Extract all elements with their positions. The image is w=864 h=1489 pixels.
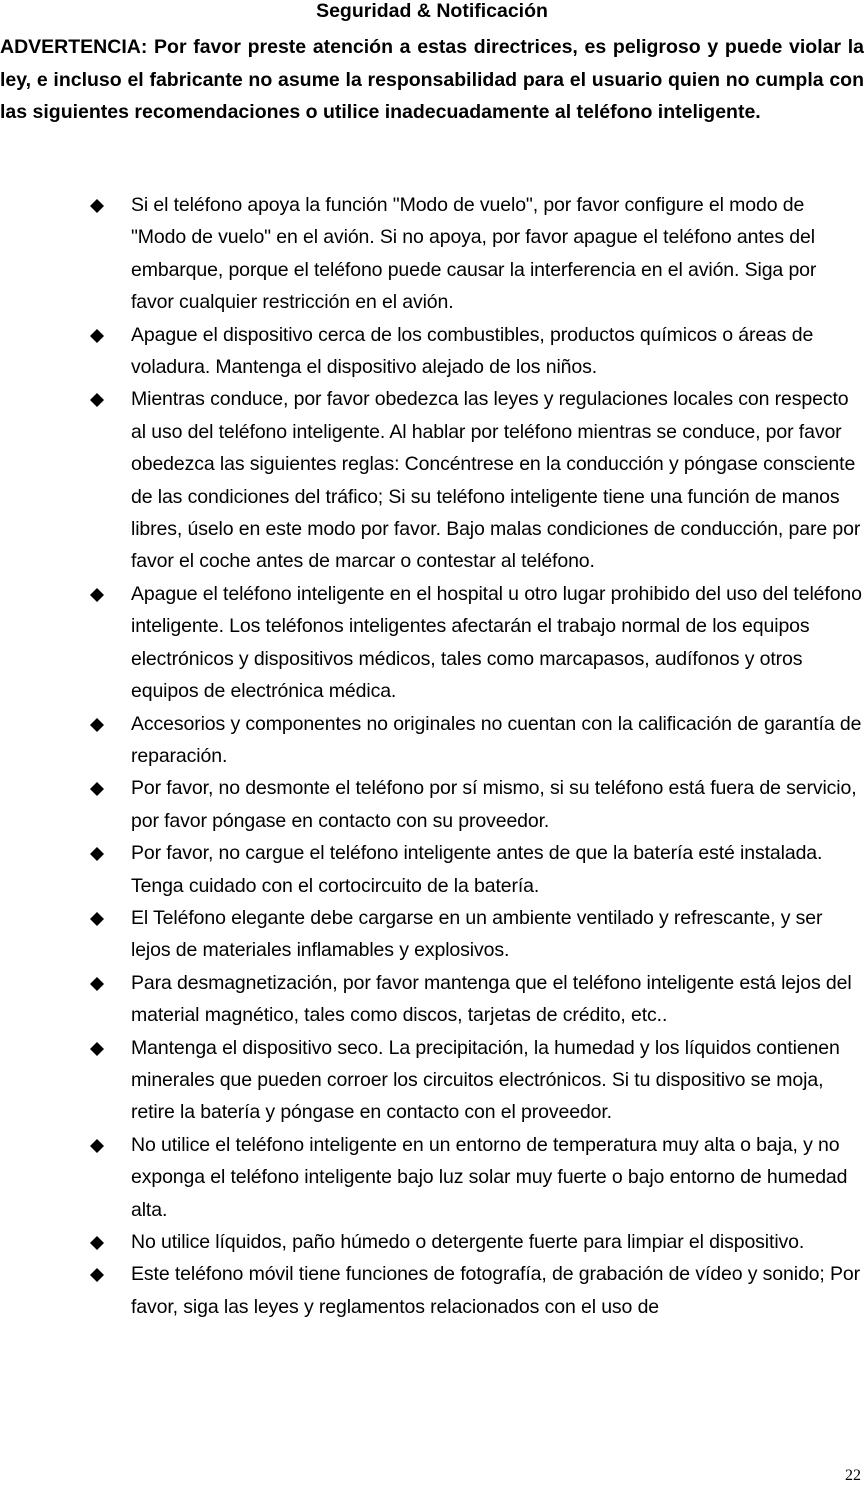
diamond-bullet-icon — [90, 393, 104, 407]
bullet-item — [0, 708, 864, 773]
bullet-item-text: Por favor, no desmonte el teléfono por sí mismo, si su teléfono está fuera de servicio, por favor póngase en contacto con su proveedor. — [131, 777, 857, 832]
diamond-bullet-icon — [90, 1139, 104, 1153]
bullet-item-text: El Teléfono elegante debe cargarse en un ambiente ventilado y refrescante, y ser lejos de materiales inflamables y explosivos. — [131, 906, 823, 962]
diamond-bullet-icon — [90, 1042, 104, 1056]
bullet-item-text: Apague el teléfono inteligente en el hospital u otro lugar prohibido del uso del teléfono inteligente. Los teléfonos inteligentes afectarán el trabajo normal de los equipos electrónicos y dispositivos médicos, tales como marcapasos, audífonos y otros equipos de electrónica médica. — [131, 582, 862, 703]
bullet-item — [0, 1226, 864, 1258]
bullet-item-text: Si el teléfono apoya la función "Modo de vuelo", por favor configure el modo de "Modo de vuelo" en el avión. Si no apoya, por favor apague el teléfono antes del embarque, porque el teléfono puede causar la interferencia en el avión. Siga por favor cualquier restricción en el avión. — [131, 194, 817, 314]
bullet-item — [0, 578, 864, 708]
diamond-bullet-icon — [90, 329, 104, 343]
bullet-item-text: Accesorios y componentes no originales no cuentan con la calificación de garantía de reparación. — [131, 712, 862, 767]
bullet-item — [0, 1258, 864, 1323]
bullet-item-text: Para desmagnetización, por favor mantenga que el teléfono inteligente está lejos del material magnético, tales como discos, tarjetas de crédito, etc.. — [131, 971, 852, 1027]
warning-paragraph: ADVERTENCIA: Por favor preste atención a estas directrices, es peligroso y puede violar la ley, e incluso el fabricante no asume la responsabilidad para el usuario quien no cumpla con las siguientes recomendaciones o utilice inadecuadamente al teléfono inteligente. — [0, 36, 864, 123]
bullet-item-text: Apague el dispositivo cerca de los combustibles, productos químicos o áreas de voladura. Mantenga el dispositivo alejado de los niños. — [131, 323, 814, 379]
diamond-bullet-icon — [90, 782, 104, 796]
bullet-item — [0, 837, 864, 902]
bullet-item-text: Este teléfono móvil tiene funciones de fotografía, de grabación de vídeo y sonido; Por favor, siga las leyes y reglamentos relacionados con el uso de — [131, 1263, 860, 1318]
bullet-item — [0, 902, 864, 967]
diamond-bullet-icon — [90, 1236, 104, 1250]
bullet-item — [0, 189, 864, 319]
diamond-bullet-icon — [90, 588, 104, 602]
safety-bullet-list — [0, 189, 864, 1323]
diamond-bullet-icon — [90, 912, 104, 926]
diamond-bullet-icon — [90, 718, 104, 732]
page-title: Seguridad & Notificación — [316, 0, 548, 22]
bullet-item — [0, 383, 864, 577]
bullet-item — [0, 319, 864, 384]
diamond-bullet-icon — [90, 847, 104, 861]
bullet-item-text: Mantenga el dispositivo seco. La precipitación, la humedad y los líquidos contienen minerales que pueden corroer los circuitos electrónicos. Si tu dispositivo se moja, retire la batería y póngase en contacto con el proveedor. — [131, 1036, 840, 1124]
bullet-item-text: Por favor, no cargue el teléfono inteligente antes de que la batería esté instalada. Tenga cuidado con el cortocircuito de la batería. — [131, 842, 823, 897]
bullet-item — [0, 772, 864, 837]
bullet-item — [0, 1129, 864, 1226]
diamond-bullet-icon — [90, 977, 104, 991]
bullet-item — [0, 1032, 864, 1129]
diamond-bullet-icon — [90, 199, 104, 213]
bullet-item-text: No utilice el teléfono inteligente en un entorno de temperatura muy alta o baja, y no exponga el teléfono inteligente bajo luz solar muy fuerte o bajo entorno de humedad alta. — [131, 1133, 848, 1221]
page-number: 22 — [845, 1467, 861, 1484]
diamond-bullet-icon — [90, 1268, 104, 1282]
bullet-item — [0, 967, 864, 1032]
bullet-item-text: No utilice líquidos, paño húmedo o detergente fuerte para limpiar el dispositivo. — [131, 1231, 805, 1253]
bullet-item-text: Mientras conduce, por favor obedezca las leyes y regulaciones locales con respecto al uso del teléfono inteligente. Al hablar por teléfono mientras se conduce, por favor obedezca las siguientes reglas: Concéntrese en la conducción y póngase consciente de las condiciones del tráfico; Si su teléfono inteligente tiene una función de manos libres, úselo en este modo por favor. Bajo malas condiciones de conducción, pare por favor el coche antes de marcar o contestar al teléfono. — [131, 388, 861, 573]
